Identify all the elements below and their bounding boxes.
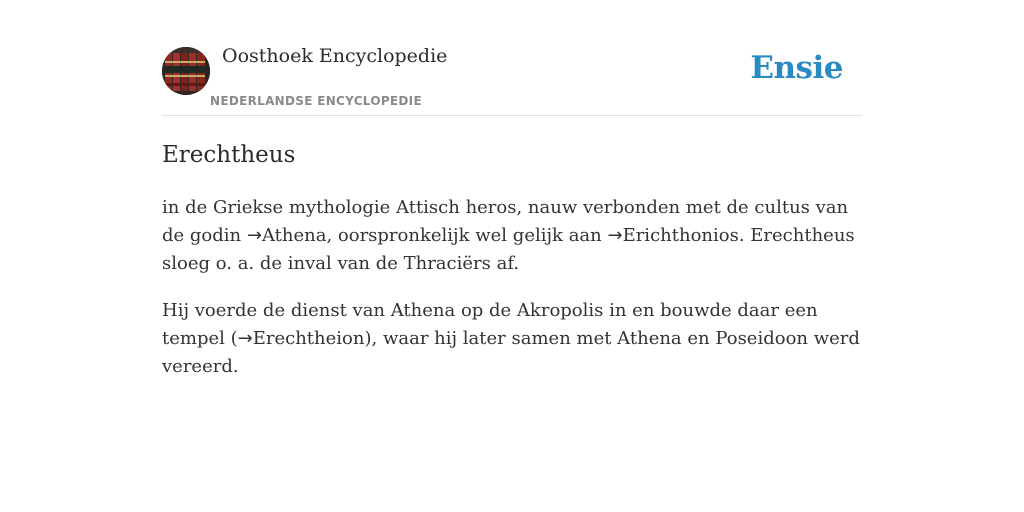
link-erichthonios[interactable] [607, 225, 738, 246]
arrow-right-icon: → [246, 225, 262, 246]
article [162, 116, 862, 381]
site-title-link[interactable]: Oosthoek Encyclopedie [222, 45, 448, 67]
link-label: Erichthonios [622, 225, 739, 246]
paragraph-text: , oorspronkelijk wel gelijk aan [326, 225, 608, 246]
paragraph-text: ), waar hij later samen met Athena en Poseidoon werd vereerd. [162, 328, 860, 377]
arrow-right-icon: → [237, 328, 253, 349]
paragraph-text: . Erechtheus sloeg o. a. de inval van de Thraciërs af. [162, 225, 855, 274]
link-label: Erechtheion [252, 328, 365, 349]
article-paragraph-2 [162, 297, 862, 381]
link-label: Athena [261, 225, 327, 246]
paragraph-text: in de Griekse mythologie Attisch heros, nauw verbonden met de cultus van de godin [162, 197, 849, 246]
site-subtitle: NEDERLANDSE ENCYCLOPEDIE [210, 94, 422, 108]
brand-logo[interactable]: Ensie [750, 50, 843, 86]
article-paragraph-1 [162, 194, 862, 278]
article-title: Erechtheus [162, 142, 296, 168]
link-athena[interactable] [247, 225, 327, 246]
paragraph-text: Hij voerde de dienst van Athena op de Akropolis in en bouwde daar een tempel ( [162, 300, 818, 349]
encyclopedia-books-icon[interactable] [162, 47, 210, 95]
link-erechtheion[interactable] [238, 328, 365, 349]
arrow-right-icon: → [607, 225, 623, 246]
page [162, 0, 862, 400]
site-header [162, 0, 862, 116]
